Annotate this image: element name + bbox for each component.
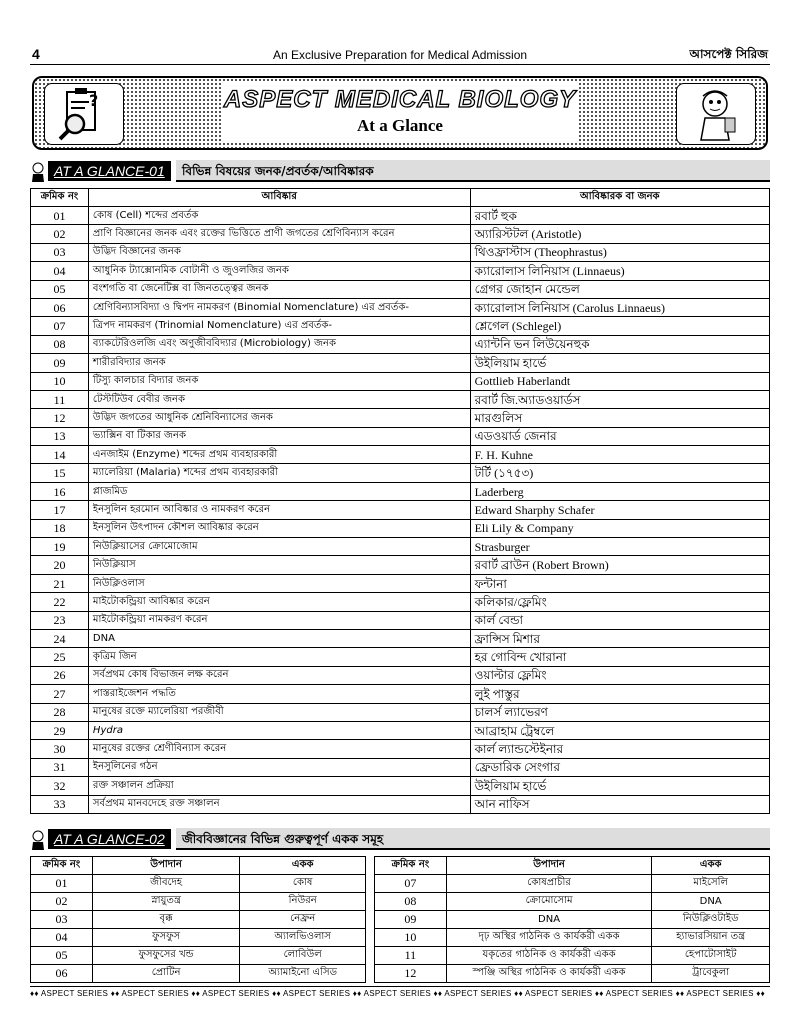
table-cell: ক্যারোলাস লিনিয়াস (Linnaeus) [470, 262, 769, 280]
serial-cell: 20 [31, 556, 89, 574]
table-cell: কৃত্রিম জিন [88, 648, 470, 666]
serial-cell: 08 [375, 893, 447, 911]
table-cell: ক্রোমোসোম [446, 893, 652, 911]
table-cell: উইলিয়াম হার্ভে [470, 777, 769, 795]
table-row [31, 207, 770, 225]
table-cell: ইনসুলিনের গঠন [88, 758, 470, 776]
section-02-label: AT A GLANCE-02 [48, 829, 171, 849]
table-cell: এ্যান্টনি ভন লিউয়েনহুক [470, 335, 769, 353]
serial-cell: 13 [31, 427, 89, 445]
scientist-cartoon-icon [676, 83, 756, 145]
table-cell: নিউক্লিয়াস [88, 556, 470, 574]
column-header: উপাদান [446, 857, 652, 875]
table-cell: ট্রাবেকুলা [652, 965, 770, 983]
table-row [31, 758, 770, 776]
table-cell: কোষপ্রাচীর [446, 875, 652, 893]
table-header-row [31, 857, 366, 875]
table-row [31, 298, 770, 316]
table-cell: বংশগতি বা জেনেটিক্স বা জিনতত্ত্বের জনক [88, 280, 470, 298]
serial-cell: 02 [31, 225, 89, 243]
serial-cell: 09 [31, 354, 89, 372]
table-row [31, 648, 770, 666]
table-cell: মাইসেলি [652, 875, 770, 893]
table-cell: লুই পাস্তুর [470, 685, 769, 703]
table-row [31, 703, 770, 721]
table-cell: চালর্স ল্যাভেরণ [470, 703, 769, 721]
serial-cell: 05 [31, 280, 89, 298]
table-cell: প্লাজমিড [88, 482, 470, 500]
serial-cell: 19 [31, 538, 89, 556]
table-cell: সর্বপ্রথম কোষ বিভাজন লক্ষ করেন [88, 666, 470, 684]
table-row [31, 740, 770, 758]
table-cell: শ্রেণিবিন্যাসবিদ্যা ও দ্বিপদ নামকরণ (Binomial Nomenclature) এর প্রবর্তক- [88, 298, 470, 316]
table-row [31, 929, 366, 947]
series-name: আসপেক্ট সিরিজ [689, 47, 768, 61]
clipboard-magnifier-icon [44, 83, 124, 145]
column-header: ক্রমিক নং [31, 189, 89, 207]
table-cell: ফুসফুসের খন্ড [92, 947, 239, 965]
serial-cell: 31 [31, 758, 89, 776]
table-cell: ফন্টানা [470, 574, 769, 592]
table-cell: প্রোটিন [92, 965, 239, 983]
serial-cell: 09 [375, 911, 447, 929]
serial-cell: 11 [31, 390, 89, 408]
header-tagline: An Exclusive Preparation for Medical Admission [272, 48, 528, 62]
table-row [31, 262, 770, 280]
table-row [31, 574, 770, 592]
table-cell: Eli Lily & Company [470, 519, 769, 537]
serial-cell: 21 [31, 574, 89, 592]
table-cell: পাস্তরাইজেশন পদ্ধতি [88, 685, 470, 703]
title-banner [32, 76, 768, 150]
table-cell: হেপাটোসাইট [652, 947, 770, 965]
banner-subtitle: At a Glance [357, 116, 443, 135]
units-table-left [30, 856, 366, 983]
table-cell: মানুষের রক্তে ম্যালেরিয়া পরজীবী [88, 703, 470, 721]
banner-title-box [222, 82, 578, 142]
table-cell: নিউক্লিওলাস [88, 574, 470, 592]
table-row [31, 875, 366, 893]
table-cell: যকৃতের গাঠনিক ও কার্যকরী একক [446, 947, 652, 965]
table-row [31, 446, 770, 464]
serial-cell: 04 [31, 929, 93, 947]
table-row [375, 947, 770, 965]
table-cell: হর গোবিন্দ খোরানা [470, 648, 769, 666]
serial-cell: 15 [31, 464, 89, 482]
table-row [31, 280, 770, 298]
serial-cell: 06 [31, 298, 89, 316]
table-row [31, 666, 770, 684]
serial-cell: 26 [31, 666, 89, 684]
page-header [30, 44, 770, 65]
table-row [31, 947, 366, 965]
table-cell: লোবিউল [240, 947, 366, 965]
table-cell: রক্ত সঞ্চালন প্রক্রিয়া [88, 777, 470, 795]
table-cell: Gottlieb Haberlandt [470, 372, 769, 390]
table-row [375, 911, 770, 929]
table-row [31, 556, 770, 574]
table-row [31, 501, 770, 519]
table-cell: কার্ল ল্যান্ডস্টেইনার [470, 740, 769, 758]
page-number: 4 [32, 46, 40, 62]
table-cell: অ্যামাইনো এসিড [240, 965, 366, 983]
table-cell: অ্যারিস্টটল (Aristotle) [470, 225, 769, 243]
serial-cell: 22 [31, 593, 89, 611]
table-cell: দৃঢ় অস্থির গাঠনিক ও কার্যকরী একক [446, 929, 652, 947]
serial-cell: 28 [31, 703, 89, 721]
table-row [31, 611, 770, 629]
table-cell: Strasburger [470, 538, 769, 556]
table-cell: F. H. Kuhne [470, 446, 769, 464]
table-row [31, 409, 770, 427]
table-cell: শ্লেগেল (Schlegel) [470, 317, 769, 335]
serial-cell: 04 [31, 262, 89, 280]
serial-cell: 16 [31, 482, 89, 500]
table-row [31, 593, 770, 611]
table-row [31, 390, 770, 408]
table-cell: ত্রিপদ নামকরণ (Trinomial Nomenclature) এর প্রবর্তক- [88, 317, 470, 335]
serial-cell: 33 [31, 795, 89, 813]
serial-cell: 24 [31, 629, 89, 647]
table-cell: ভ্যাক্সিন বা টিকার জনক [88, 427, 470, 445]
serial-cell: 05 [31, 947, 93, 965]
table-cell: ম্যালেরিয়া (Malaria) শব্দের প্রথম ব্যবহারকারী [88, 464, 470, 482]
table-cell: জীবদেহ [92, 875, 239, 893]
table-cell: আব্রাহাম ট্রেম্বলে [470, 721, 769, 739]
column-header: ক্রমিক নং [31, 857, 93, 875]
serial-cell: 06 [31, 965, 93, 983]
doctor-icon [30, 830, 46, 850]
table-cell: উইলিয়াম হার্ভে [470, 354, 769, 372]
serial-cell: 18 [31, 519, 89, 537]
units-table-right [374, 856, 770, 983]
table-cell: উদ্ভিদ বিজ্ঞানের জনক [88, 243, 470, 261]
serial-cell: 10 [31, 372, 89, 390]
table-row [31, 629, 770, 647]
table-cell: মাইটোকন্ড্রিয়া নামকরণ করেন [88, 611, 470, 629]
serial-cell: 01 [31, 207, 89, 225]
table-header-row [31, 189, 770, 207]
table-row [31, 427, 770, 445]
doctor-icon [30, 162, 46, 182]
table-cell: টিস্যু কালচার বিদ্যার জনক [88, 372, 470, 390]
table-cell: টেস্টটিউব বেবীর জনক [88, 390, 470, 408]
table-cell: কোষ [240, 875, 366, 893]
serial-cell: 01 [31, 875, 93, 893]
table-cell: হ্যাভারসিয়ান তন্ত্র [652, 929, 770, 947]
table-cell: ইনসুলিন হরমোন আবিষ্কার ও নামকরণ করেন [88, 501, 470, 519]
table-cell: অ্যালভিওলাস [240, 929, 366, 947]
table-row [31, 777, 770, 795]
table-cell: ফুসফুস [92, 929, 239, 947]
table-cell: নিউক্লিওটাইড [652, 911, 770, 929]
serial-cell: 27 [31, 685, 89, 703]
table-header-row [375, 857, 770, 875]
table-cell: নিউক্লিয়াসের ক্রোমোজোম [88, 538, 470, 556]
table-row [31, 893, 366, 911]
banner-title: ASPECT MEDICAL BIOLOGY [223, 86, 577, 113]
serial-cell: 02 [31, 893, 93, 911]
table-cell: রবার্ট হুক [470, 207, 769, 225]
serial-cell: 07 [31, 317, 89, 335]
table-row [31, 538, 770, 556]
column-header: উপাদান [92, 857, 239, 875]
column-header: আবিষ্কার [88, 189, 470, 207]
table-cell: প্রাণি বিজ্ঞানের জনক এবং রক্তের ভিত্তিতে প্রাণী জগতের শ্রেণিবিন্যাস করেন [88, 225, 470, 243]
serial-cell: 29 [31, 721, 89, 739]
section-02-heading [30, 828, 770, 852]
table-row [31, 911, 366, 929]
table-row [31, 243, 770, 261]
section-01-label: AT A GLANCE-01 [48, 161, 171, 181]
serial-cell: 10 [375, 929, 447, 947]
table-row [31, 335, 770, 353]
table-cell: Edward Sharphy Schafer [470, 501, 769, 519]
table-cell: সর্বপ্রথম মানবদেহে রক্ত সঞ্চালন [88, 795, 470, 813]
table-row [31, 482, 770, 500]
table-cell: থিওফ্রাস্টাস (Theophrastus) [470, 243, 769, 261]
table-cell: নেফ্রন [240, 911, 366, 929]
table-cell: ইনসুলিন উৎপাদন কৌশল আবিষ্কার করেন [88, 519, 470, 537]
table-cell: কোষ (Cell) শব্দের প্রবর্তক [88, 207, 470, 225]
serial-cell: 25 [31, 648, 89, 666]
table-cell: কার্ল বেন্ডা [470, 611, 769, 629]
table-cell: ফ্রেডারিক সেংগার [470, 758, 769, 776]
serial-cell: 14 [31, 446, 89, 464]
table-cell: Laderberg [470, 482, 769, 500]
table-cell: গ্রেগর জোহান মেন্ডেল [470, 280, 769, 298]
serial-cell: 03 [31, 243, 89, 261]
table-cell: ওয়াল্টার ফ্লেমিং [470, 666, 769, 684]
page-footer: ♦♦ ASPECT SERIES ♦♦ ASPECT SERIES ♦♦ ASPECT SERIES ♦♦ ASPECT SERIES ♦♦ ASPECT SERIES ♦♦ ASPECT SERIES ♦♦ ASPECT SERIES ♦♦ ASPECT SERIES ♦♦ ASPECT SERIES ♦♦ [30, 986, 770, 998]
discoverers-table [30, 188, 770, 814]
table-cell: মানুষের রক্তের শ্রেণীবিন্যাস করেন [88, 740, 470, 758]
table-cell: ক্যারোলাস লিনিয়াস (Carolus Linnaeus) [470, 298, 769, 316]
table-cell: উদ্ভিদ জগতের আধুনিক শ্রেনিবিন্যাসের জনক [88, 409, 470, 427]
table-cell: আধুনিক ট্যাক্সোনমিক বোটানী ও জুওলজির জনক [88, 262, 470, 280]
table-row [31, 372, 770, 390]
table-cell: বৃক্ক [92, 911, 239, 929]
section-01-title: বিভিন্ন বিষয়ের জনক/প্রবর্তক/আবিষ্কারক [176, 160, 770, 182]
table-cell: রবার্ট জি.অ্যাডওয়ার্ডস [470, 390, 769, 408]
serial-cell: 12 [375, 965, 447, 983]
table-row [31, 464, 770, 482]
table-cell: DNA [446, 911, 652, 929]
table-cell: শারীরবিদ্যার জনক [88, 354, 470, 372]
serial-cell: 03 [31, 911, 93, 929]
table-cell: এনজাইম (Enzyme) শব্দের প্রথম ব্যবহারকারী [88, 446, 470, 464]
table-row [31, 317, 770, 335]
serial-cell: 12 [31, 409, 89, 427]
table-cell: স্নায়ুতন্ত্র [92, 893, 239, 911]
table-cell: কলিকার/ফ্লেমিং [470, 593, 769, 611]
section-02-title: জীববিজ্ঞানের বিভিন্ন গুরুত্বপূর্ণ একক সমূহ [176, 828, 770, 850]
serial-cell: 08 [31, 335, 89, 353]
table-cell: আন নাফিস [470, 795, 769, 813]
table-cell: ফ্রান্সিস মিশার [470, 629, 769, 647]
serial-cell: 30 [31, 740, 89, 758]
table-row [31, 354, 770, 372]
table-cell: রবার্ট ব্রাউন (Robert Brown) [470, 556, 769, 574]
table-row [375, 875, 770, 893]
table-row [375, 893, 770, 911]
serial-cell: 23 [31, 611, 89, 629]
table-cell: DNA [88, 629, 470, 647]
table-row [375, 965, 770, 983]
serial-cell: 07 [375, 875, 447, 893]
table-row [31, 225, 770, 243]
serial-cell: 17 [31, 501, 89, 519]
section-01-heading [30, 160, 770, 184]
table-row [31, 795, 770, 813]
column-header: একক [240, 857, 366, 875]
table-cell: DNA [652, 893, 770, 911]
table-cell: স্পঞ্জি অস্থির গাঠনিক ও কার্যকরী একক [446, 965, 652, 983]
table-cell: নিউরন [240, 893, 366, 911]
table-row [375, 929, 770, 947]
table-cell: মারগুলিস [470, 409, 769, 427]
column-header: আবিষ্কারক বা জনক [470, 189, 769, 207]
serial-cell: 11 [375, 947, 447, 965]
table-row [31, 721, 770, 739]
table-cell: টর্টি (১৭৫৩) [470, 464, 769, 482]
column-header: একক [652, 857, 770, 875]
table-row [31, 519, 770, 537]
serial-cell: 32 [31, 777, 89, 795]
table-row [31, 965, 366, 983]
table-cell: ব্যাকটেরিওলজি এবং অণুজীববিদ্যার (Microbiology) জনক [88, 335, 470, 353]
column-header: ক্রমিক নং [375, 857, 447, 875]
table-cell: Hydra [88, 721, 470, 739]
table-row [31, 685, 770, 703]
svg-text:?: ? [89, 91, 99, 110]
table-cell: এডওয়ার্ড জেনার [470, 427, 769, 445]
table-cell: মাইটোকন্ড্রিয়া আবিষ্কার করেন [88, 593, 470, 611]
